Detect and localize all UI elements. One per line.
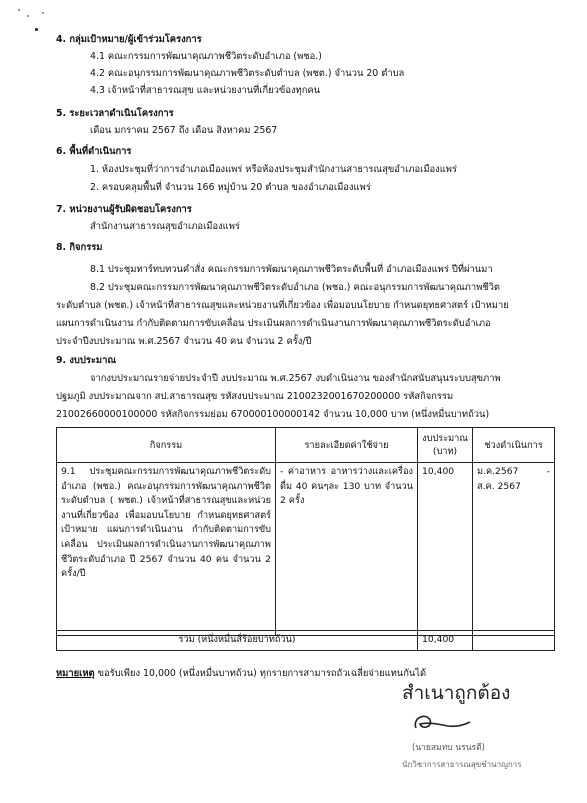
section9-line-2: ปฐมภูมิ งบประมาณจาก สป.สาธารณสุข รหัสงบประมาณ 2100232001670200000 รหัสกิจกรรม (56, 391, 454, 402)
header-activity: กิจกรรม (57, 428, 276, 463)
table-total-row (57, 631, 555, 651)
total-empty-cell (473, 631, 555, 651)
stamp-position-line: นักวิชาการสาธารณสุขชำนาญการ (402, 760, 522, 769)
section8-item-1: 8.1 ประชุมทาร์ทบทวนคำสั่ง คณะกรรมการพัฒนาคุณภาพชีวิตระดับพื้นที่ อำเภอเมืองแพร่ ปีที่ผ่านมา (90, 264, 493, 275)
section4-item-2: 4.2 คณะอนุกรรมการพัฒนาคุณภาพชีวิตระดับตำบล (พชต.) จำนวน 20 ตำบล (90, 68, 405, 79)
header-details: รายละเอียดค่าใช้จ่าย (276, 428, 418, 463)
row-period-end: ส.ค. 2567 (477, 480, 521, 492)
section4-item-1: 4.1 คณะกรรมการพัฒนาคุณภาพชีวิตระดับอำเภอ (พชอ.) (90, 51, 322, 62)
header-budget (418, 428, 473, 463)
scan-speck (42, 12, 44, 14)
row-period-dash: - (546, 466, 550, 477)
section8-item-2-line-2: ระดับตำบล (พชต.) เจ้าหน้าที่สาธารณสุขและหน่วยงานที่เกี่ยวข้อง เพื่อมอบนโยบาย กำหนดยุทธศาสตร์ เป้าหมาย (56, 300, 509, 311)
signature-icon (408, 708, 478, 738)
section4-item-3: 4.3 เจ้าหน้าที่สาธารณสุข และหน่วยงานที่เกี่ยวข้องทุกคน (90, 85, 321, 96)
section8-item-2-line-3: แผนการดำเนินงาน กำกับติดตามการขับเคลื่อน ประเมินผลการดำเนินงานการพัฒนาคุณภาพชีวิตระดับอำเภอ (56, 318, 491, 329)
section9-heading: 9. งบประมาณ (56, 355, 117, 366)
table-header-row (57, 428, 555, 463)
section5-heading: 5. ระยะเวลาดำเนินโครงการ (56, 108, 174, 119)
table-row (57, 463, 555, 636)
remark (56, 667, 426, 680)
total-label: รวม (หนึ่งหมื่นสี่ร้อยบาทถ้วน) (57, 631, 418, 651)
section6-item-1: 1. ห้องประชุมที่ว่าการอำเภอเมืองแพร่ หรือห้องประชุมสำนักงานสาธารณสุขอำเภอเมืองแพร่ (90, 164, 458, 175)
remark-label: หมายเหตุ (56, 668, 95, 679)
remark-text: ขอรับเพียง 10,000 (หนึ่งหมื่นบาทถ้วน) ทุกรายการสามารถถัวเฉลี่ยจ่ายแทนกันได้ (94, 668, 427, 679)
scan-speck (27, 15, 29, 17)
row-period-start: ม.ค.2567 (477, 466, 519, 477)
section4-heading: 4. กลุ่มเป้าหมาย/ผู้เข้าร่วมโครงการ (56, 34, 202, 45)
header-period: ช่วงดำเนินการ (473, 428, 555, 463)
row-period (473, 463, 555, 636)
scan-speck (18, 9, 20, 11)
row-activity: 9.1 ประชุมคณะกรรมการพัฒนาคุณภาพชีวิตระดับอำเภอ (พชอ.) คณะอนุกรรมการพัฒนาคุณภาพชีวิตระดับตำบล ( พชต.) เจ้าหน้าที่สาธารณสุขและหน่วยงานที่เกี่ยวข้อง เพื่อมอบนโยบาย กำหนดยุทธศาสตร์ เป้าหมาย แผนการดำเนินงาน กำกับติดตามการขับเคลื่อน ประเมินผลการดำเนินงานการพัฒนาคุณภาพชีวิตระดับอำเภอ ปี 2567 จำนวน 40 คน จำนวน 2 ครั้ง/ปี (57, 463, 276, 636)
budget-total-table (56, 630, 555, 651)
section5-text: เดือน มกราคม 2567 ถึง เดือน สิงหาคม 2567 (90, 125, 278, 136)
section6-item-2: 2. ครอบคลุมพื้นที่ จำนวน 166 หมู่บ้าน 20 ตำบล ของอำเภอเมืองแพร่ (90, 182, 371, 193)
section7-heading: 7. หน่วยงานผู้รับผิดชอบโครงการ (56, 204, 192, 215)
section7-text: สำนักงานสาธารณสุขอำเภอเมืองแพร่ (90, 221, 240, 232)
copy-certified-stamp: สำเนาถูกต้อง (402, 682, 511, 704)
section6-heading: 6. พื้นที่ดำเนินการ (56, 146, 132, 157)
section8-heading: 8. กิจกรรม (56, 242, 103, 253)
row-details: - ค่าอาหาร อาหารว่างและเครื่องดื่ม 40 คนๆละ 130 บาท จำนวน 2 ครั้ง (276, 463, 418, 636)
row-budget: 10,400 (418, 463, 473, 636)
stamp-name-line: (นายสมทบ นรนรตี) (412, 743, 485, 753)
section9-line-3: 21002660000100000 รหัสกิจกรรมย่อม 670000100000142 จำนวน 10,000 บาท (หนึ่งหมื่นบาทถ้วน) (56, 409, 490, 420)
section8-item-2-line-4: ประจำปีงบประมาณ พ.ศ.2567 จำนวน 40 คน จำนวน 2 ครั้ง/ปี (56, 336, 312, 347)
header-budget-line-1: งบประมาณ (422, 433, 468, 444)
section8-item-2-line-1: 8.2 ประชุมคณะกรรมการพัฒนาคุณภาพชีวิตระดับอำเภอ (พชอ.) คณะอนุกรรมการพัฒนาคุณภาพชีวิต (90, 282, 501, 293)
scan-speck (35, 28, 38, 31)
total-value: 10,400 (418, 631, 473, 651)
budget-table (56, 427, 555, 636)
section9-line-1: จากงบประมาณรายจ่ายประจำปี งบประมาณ พ.ศ.2567 งบดำเนินงาน ของสำนักสนับสนุนระบบสุขภาพ (90, 373, 501, 384)
header-budget-line-2: (บาท) (432, 446, 458, 457)
